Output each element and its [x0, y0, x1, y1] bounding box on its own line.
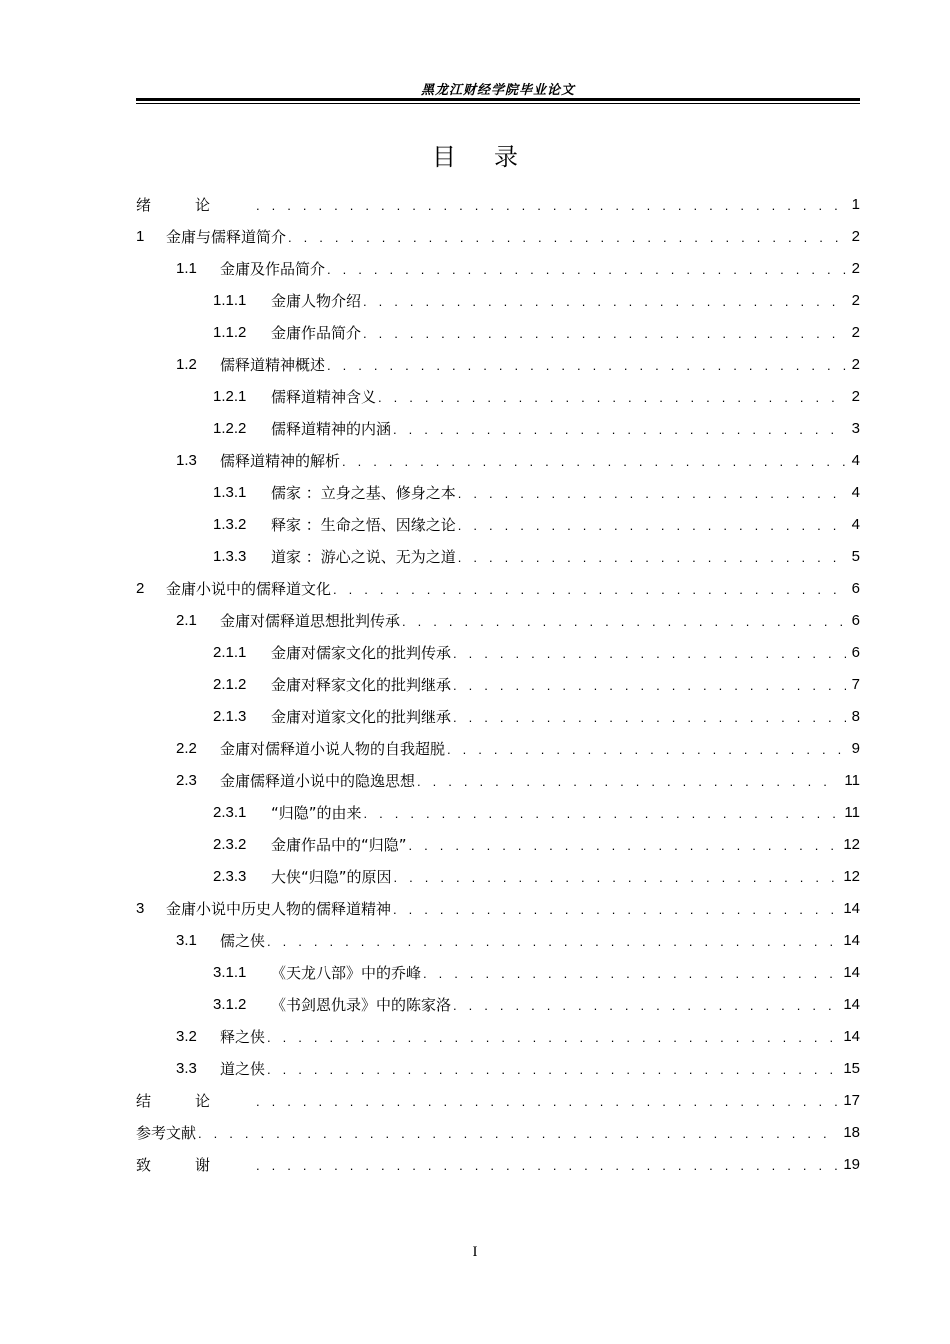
toc-dot-leader [327, 359, 846, 380]
toc-entry-number: 2.1.2 [213, 675, 247, 693]
toc-entry[interactable] [136, 1020, 860, 1052]
table-of-contents [136, 188, 860, 1180]
toc-entry-title: 《书剑恩仇录》中的陈家洛 [271, 995, 452, 1014]
toc-entry-number: 1.1 [176, 259, 197, 277]
toc-entry[interactable] [136, 188, 860, 220]
toc-entry-title: 金庸小说中历史人物的儒释道精神 [166, 899, 392, 918]
toc-dot-leader [333, 583, 846, 604]
toc-entry-page: 14 [843, 1027, 860, 1045]
toc-entry[interactable] [136, 732, 860, 764]
toc-dot-leader [402, 615, 846, 636]
toc-entry-number: 1.2.2 [213, 419, 247, 437]
toc-dot-leader [342, 455, 846, 476]
toc-entry-page: 7 [851, 675, 860, 693]
toc-entry-page: 14 [843, 899, 860, 917]
toc-entry[interactable] [136, 348, 860, 380]
toc-entry-page: 14 [843, 931, 860, 949]
toc-entry-title: 释之侠 [220, 1027, 266, 1046]
toc-entry-title: 道之侠 [220, 1059, 266, 1078]
toc-entry-page: 5 [851, 547, 860, 565]
toc-entry-page: 8 [851, 707, 860, 725]
toc-entry-page: 3 [851, 419, 860, 437]
toc-entry-page: 14 [843, 963, 860, 981]
toc-dot-leader [458, 519, 846, 540]
toc-entry-title: 金庸小说中的儒释道文化 [166, 579, 332, 598]
toc-entry-page: 2 [851, 387, 860, 405]
toc-entry-page: 2 [851, 323, 860, 341]
toc-entry-title: 结论 [136, 1091, 255, 1110]
toc-entry-page: 6 [851, 643, 860, 661]
toc-entry-title: 致谢 [136, 1155, 255, 1174]
toc-dot-leader [423, 967, 839, 988]
toc-dot-leader [453, 647, 846, 668]
toc-entry[interactable] [136, 700, 860, 732]
toc-dot-leader [394, 871, 840, 892]
toc-dot-leader [378, 391, 846, 412]
toc-entry-number: 3.2 [176, 1027, 197, 1045]
toc-dot-leader [198, 1127, 839, 1148]
toc-dot-leader [256, 1095, 839, 1116]
toc-entry-number: 2.1.3 [213, 707, 247, 725]
toc-entry-page: 17 [843, 1091, 860, 1109]
toc-dot-leader [327, 263, 846, 284]
toc-entry-page: 2 [851, 259, 860, 277]
toc-dot-leader [288, 231, 846, 252]
toc-entry[interactable] [136, 380, 860, 412]
toc-dot-leader [458, 551, 846, 572]
toc-entry-number: 2 [136, 579, 145, 597]
toc-entry-page: 2 [851, 355, 860, 373]
toc-entry[interactable] [136, 1052, 860, 1084]
toc-entry-page: 6 [851, 611, 860, 629]
toc-entry[interactable] [136, 476, 860, 508]
toc-dot-leader [267, 1063, 839, 1084]
toc-entry-page: 11 [844, 803, 860, 821]
toc-entry-page: 1 [851, 195, 860, 213]
toc-entry-number: 2.1 [176, 611, 197, 629]
toc-entry-title: 参考文献 [136, 1123, 197, 1142]
toc-entry-number: 1.3 [176, 451, 197, 469]
header-title: 黑龙江财经学院毕业论文 [420, 83, 575, 98]
toc-entry[interactable] [136, 252, 860, 284]
toc-entry[interactable] [136, 540, 860, 572]
toc-entry-page: 6 [851, 579, 860, 597]
toc-dot-leader [256, 199, 846, 220]
toc-entry-title: 金庸与儒释道简介 [166, 227, 287, 246]
toc-dot-leader [458, 487, 846, 508]
toc-entry-number: 2.3.2 [213, 835, 247, 853]
toc-entry-number: 1.2 [176, 355, 197, 373]
toc-entry[interactable] [136, 1084, 860, 1116]
toc-entry-number: 2.2 [176, 739, 197, 757]
toc-entry-number: 3.1.2 [213, 995, 247, 1013]
toc-entry-number: 3.1 [176, 931, 197, 949]
footer-page-number: I [472, 1244, 478, 1260]
toc-entry[interactable] [136, 860, 860, 892]
toc-entry-title: 金庸作品中的“归隐” [271, 835, 407, 854]
toc-entry-page: 12 [843, 835, 860, 853]
toc-entry-title: 道家 ：游心之说、无为之道 [271, 547, 456, 566]
toc-entry-number: 2.3.1 [213, 803, 247, 821]
toc-entry-number: 3 [136, 899, 145, 917]
toc-entry-title: 儒释道精神含义 [271, 387, 377, 406]
toc-entry[interactable] [136, 1116, 860, 1148]
toc-entry[interactable] [136, 508, 860, 540]
toc-entry-number: 1.2.1 [213, 387, 247, 405]
toc-dot-leader [453, 711, 846, 732]
toc-title: 目录 [432, 143, 556, 171]
toc-dot-leader [417, 775, 840, 796]
toc-entry-title: 金庸对儒家文化的批判传承 [271, 643, 452, 662]
toc-dot-leader [393, 903, 839, 924]
toc-dot-leader [393, 423, 846, 444]
toc-entry-page: 4 [851, 483, 860, 501]
toc-dot-leader [256, 1159, 839, 1180]
toc-entry-number: 1.1.2 [213, 323, 247, 341]
toc-entry-title: 金庸对儒释道小说人物的自我超脱 [220, 739, 446, 758]
toc-entry[interactable] [136, 220, 860, 252]
toc-entry-page: 19 [843, 1155, 860, 1173]
toc-entry-number: 3.1.1 [213, 963, 247, 981]
toc-entry[interactable] [136, 572, 860, 604]
toc-entry[interactable] [136, 924, 860, 956]
toc-entry-number: 3.3 [176, 1059, 197, 1077]
toc-dot-leader [453, 999, 839, 1020]
toc-entry-page: 2 [851, 227, 860, 245]
toc-entry-title: 金庸儒释道小说中的隐逸思想 [220, 771, 416, 790]
toc-entry-page: 4 [851, 515, 860, 533]
toc-entry-number: 2.3 [176, 771, 197, 789]
toc-entry[interactable] [136, 636, 860, 668]
toc-entry[interactable] [136, 284, 860, 316]
toc-entry-title: 金庸作品简介 [271, 323, 362, 342]
toc-entry-page: 15 [843, 1059, 860, 1077]
toc-entry[interactable] [136, 668, 860, 700]
toc-entry-number: 1.3.1 [213, 483, 247, 501]
toc-entry-title: 金庸对释家文化的批判继承 [271, 675, 452, 694]
toc-entry-page: 2 [851, 291, 860, 309]
toc-entry-page: 14 [843, 995, 860, 1013]
toc-dot-leader [363, 295, 846, 316]
toc-entry-number: 1.1.1 [213, 291, 247, 309]
toc-entry-title: “归隐”的由来 [271, 803, 362, 822]
toc-entry-number: 1 [136, 227, 145, 245]
toc-dot-leader [363, 327, 846, 348]
toc-entry-page: 12 [843, 867, 860, 885]
toc-dot-leader [364, 807, 841, 828]
toc-entry-number: 1.3.2 [213, 515, 247, 533]
toc-entry[interactable] [136, 828, 860, 860]
toc-entry-page: 18 [843, 1123, 860, 1141]
toc-entry-title: 金庸对道家文化的批判继承 [271, 707, 452, 726]
toc-entry[interactable] [136, 892, 860, 924]
toc-entry-title: 儒之侠 [220, 931, 266, 950]
toc-entry-number: 2.3.3 [213, 867, 247, 885]
toc-entry[interactable] [136, 764, 860, 796]
header-rule-thick [136, 98, 860, 101]
page-header [136, 78, 860, 108]
toc-entry-title: 儒家 ：立身之基、修身之本 [271, 483, 456, 502]
toc-entry-number: 1.3.3 [213, 547, 247, 565]
toc-entry-title: 释家 ：生命之悟、因缘之论 [271, 515, 456, 534]
header-rule-thin [136, 103, 860, 104]
toc-entry-title: 儒释道精神概述 [220, 355, 326, 374]
toc-entry-title: 金庸及作品简介 [220, 259, 326, 278]
toc-entry[interactable] [136, 1148, 860, 1180]
toc-entry[interactable] [136, 988, 860, 1020]
toc-entry[interactable] [136, 796, 860, 828]
toc-entry[interactable] [136, 604, 860, 636]
toc-entry-title: 金庸对儒释道思想批判传承 [220, 611, 401, 630]
toc-entry[interactable] [136, 316, 860, 348]
toc-entry[interactable] [136, 412, 860, 444]
toc-entry-title: 大侠“归隐”的原因 [271, 867, 392, 886]
toc-entry-page: 4 [851, 451, 860, 469]
toc-entry-title: 儒释道精神的内涵 [271, 419, 392, 438]
toc-entry-number: 2.1.1 [213, 643, 247, 661]
toc-dot-leader [409, 839, 840, 860]
toc-entry-title: 金庸人物介绍 [271, 291, 362, 310]
toc-dot-leader [267, 935, 839, 956]
toc-entry-title: 儒释道精神的解析 [220, 451, 341, 470]
toc-entry-page: 9 [851, 739, 860, 757]
toc-dot-leader [453, 679, 846, 700]
toc-entry-title: 《天龙八部》中的乔峰 [271, 963, 422, 982]
toc-dot-leader [267, 1031, 839, 1052]
toc-entry[interactable] [136, 956, 860, 988]
toc-entry[interactable] [136, 444, 860, 476]
toc-entry-page: 11 [844, 771, 860, 789]
toc-entry-title: 绪论 [136, 195, 255, 214]
toc-dot-leader [447, 743, 846, 764]
